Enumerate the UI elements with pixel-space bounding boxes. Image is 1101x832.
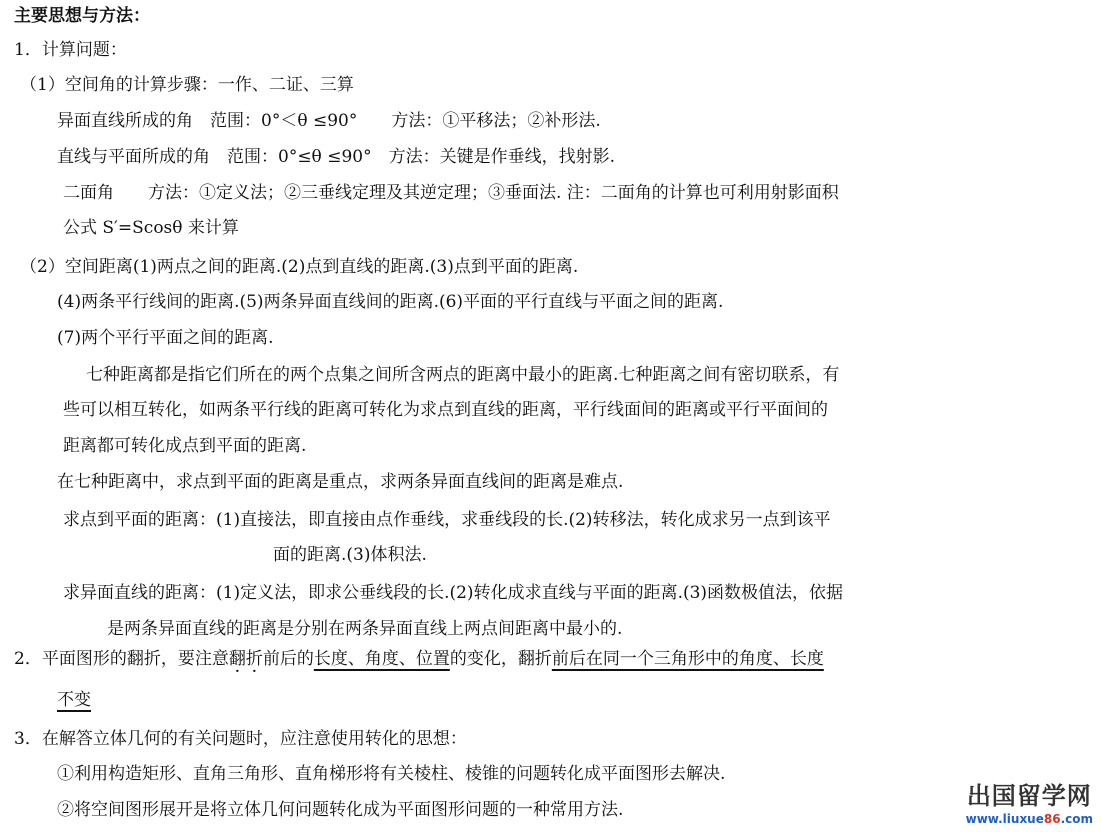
- paragraph-seven-distances-line1: 七种距离都是指它们所在的两个点集之间所含两点的距离中最小的距离.七种距离之间有密切联系，有: [86, 365, 840, 385]
- key-point-sentence: 在七种距离中，求点到平面的距离是重点，求两条异面直线间的距离是难点.: [57, 472, 624, 492]
- site-watermark: [966, 782, 1093, 826]
- projection-area-formula: 公式 S′=Scosθ 来计算: [63, 218, 239, 238]
- item-2-text-c: 的变化，翻折: [449, 649, 552, 669]
- emphasis-char-zhe: 折: [245, 649, 263, 669]
- subitem-2-distances: （2）空间距离(1)两点之间的距离.(2)点到直线的距离.(3)点到平面的距离.: [20, 257, 579, 277]
- skew-lines-angle: 异面直线所成的角 范围：0°＜θ ≤90° 方法：①平移法；②补形法.: [57, 111, 601, 131]
- line-plane-angle: 直线与平面所成的角 范围：0°≤θ ≤90° 方法：关键是作垂线，找射影.: [57, 147, 615, 167]
- watermark-url: www.liuxue86.com: [965, 811, 1093, 826]
- paragraph-seven-distances-line2: 些可以相互转化，如两条平行线的距离可转化为求点到直线的距离，平行线面间的距离或平行平面间的: [63, 400, 828, 420]
- item-2-text-b: 前后的: [262, 649, 314, 669]
- point-plane-methods-line2: 面的距离.(3)体积法.: [273, 545, 427, 565]
- item-1-title: 1．计算问题：: [14, 40, 127, 60]
- dihedral-angle: 二面角 方法：①定义法；②三垂线定理及其逆定理；③垂面法. 注：二面角的计算也可利用射影面积: [63, 183, 839, 203]
- item-3-title: 3．在解答立体几何的有关问题时，应注意使用转化的思想：: [14, 729, 467, 749]
- emphasis-char-fan: 翻: [228, 649, 246, 669]
- underlined-same-triangle: 前后在同一个三角形中的角度、长度: [551, 649, 824, 669]
- underlined-unchanged: 不变: [57, 690, 91, 710]
- watermark-logo-text: 出国留学网: [966, 781, 1092, 810]
- item-3-point-1: ①利用构造矩形、直角三角形、直角梯形将有关棱柱、棱锥的问题转化成平面图形去解决.: [57, 764, 726, 784]
- skew-distance-methods-line1: 求异面直线的距离：(1)定义法，即求公垂线段的长.(2)转化成求直线与平面的距离.(3)函数极值法，依据: [63, 583, 844, 603]
- item-2-text-a: 2．平面图形的翻折，要注意: [14, 649, 229, 669]
- paragraph-seven-distances-line3: 距离都可转化成点到平面的距离.: [63, 436, 307, 456]
- distance-7: (7)两个平行平面之间的距离.: [57, 328, 274, 348]
- section-heading: 主要思想与方法：: [14, 6, 150, 26]
- subitem-1-angles: （1）空间角的计算步骤：一作、二证、三算: [20, 75, 354, 95]
- distances-4-6: (4)两条平行线间的距离.(5)两条异面直线间的距离.(6)平面的平行直线与平面之间的距离.: [57, 292, 724, 312]
- underlined-length-angle-position: 长度、角度、位置: [313, 649, 450, 669]
- point-plane-methods-line1: 求点到平面的距离：(1)直接法，即直接由点作垂线，求垂线段的长.(2)转移法，转化成求另一点到该平: [63, 510, 831, 530]
- skew-distance-methods-line2: 是两条异面直线的距离是分别在两条异面直线上两点间距离中最小的.: [107, 619, 623, 639]
- item-2-folding: [14, 649, 824, 669]
- item-3-point-2: ②将空间图形展开是将立体几何问题转化成为平面图形问题的一种常用方法.: [57, 800, 624, 820]
